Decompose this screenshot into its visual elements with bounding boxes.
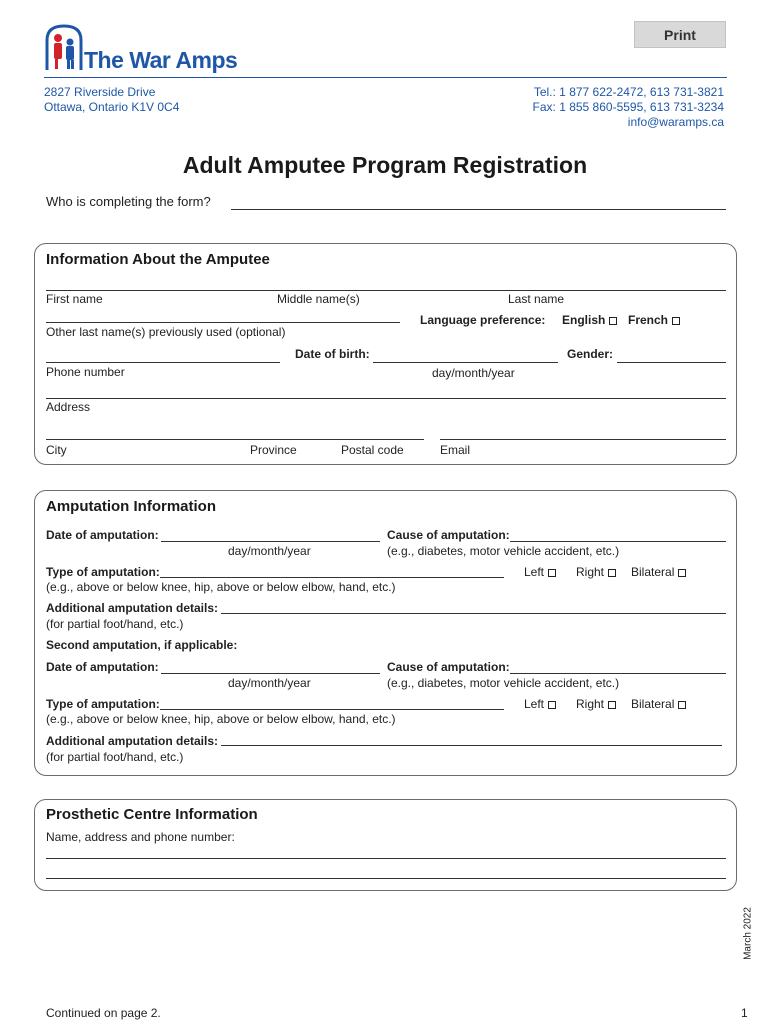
revision-date: March 2022 — [742, 907, 754, 960]
city-label: City — [46, 443, 67, 457]
middle-name-label: Middle name(s) — [277, 292, 360, 306]
amputee-info-title: Information About the Amputee — [46, 251, 270, 268]
bilateral-checkbox[interactable] — [678, 569, 686, 577]
amputation-date-input[interactable] — [161, 527, 380, 542]
cause2-hint: (e.g., diabetes, motor vehicle accident, etc.) — [387, 676, 620, 690]
bilateral2-checkbox[interactable] — [678, 701, 686, 709]
english-option[interactable] — [562, 313, 617, 327]
type-label: Type of amputation: — [46, 565, 160, 579]
left-option[interactable] — [524, 565, 556, 579]
right2-label: Right — [576, 697, 605, 711]
city-province-postal-input[interactable] — [46, 425, 424, 440]
left2-checkbox[interactable] — [548, 701, 556, 709]
province-label: Province — [250, 443, 297, 457]
print-button[interactable]: Print — [634, 21, 726, 48]
type-hint: (e.g., above or below knee, hip, above or below elbow, hand, etc.) — [46, 580, 396, 594]
prosthetic-line2-input[interactable] — [46, 864, 726, 879]
french-checkbox[interactable] — [672, 317, 680, 325]
address-input[interactable] — [46, 384, 726, 399]
prosthetic-info-title: Prosthetic Centre Information — [46, 806, 258, 823]
second-amputation-label: Second amputation, if applicable: — [46, 638, 238, 652]
who-completing-input[interactable] — [231, 195, 726, 210]
amputation-date-format: day/month/year — [228, 544, 311, 558]
prosthetic-line1-input[interactable] — [46, 844, 726, 859]
bilateral2-option[interactable] — [631, 697, 686, 711]
right-label: Right — [576, 565, 605, 579]
page-number: 1 — [741, 1006, 748, 1020]
cause2-input[interactable] — [510, 659, 726, 674]
email-input[interactable] — [440, 425, 726, 440]
address-line1: 2827 Riverside Drive — [44, 85, 156, 99]
other-last-name-input[interactable] — [46, 308, 400, 323]
right-option[interactable] — [576, 565, 616, 579]
logo-text: The War Amps — [84, 47, 238, 73]
details2-hint: (for partial foot/hand, etc.) — [46, 750, 184, 764]
address-label: Address — [46, 400, 91, 414]
left-label: Left — [524, 565, 545, 579]
postal-code-label: Postal code — [341, 443, 404, 457]
prosthetic-name-label: Name, address and phone number: — [46, 830, 235, 844]
details-input[interactable] — [221, 599, 726, 614]
left2-option[interactable] — [524, 697, 556, 711]
details2-label: Additional amputation details: — [46, 734, 219, 748]
bilateral2-label: Bilateral — [631, 697, 675, 711]
phone-label: Phone number — [46, 365, 125, 379]
language-pref-label: Language preference: — [420, 313, 546, 327]
fax-number: Fax: 1 855 860-5595, 613 731-3234 — [532, 100, 724, 114]
cause-label: Cause of amputation: — [387, 528, 510, 542]
left-checkbox[interactable] — [548, 569, 556, 577]
amputation2-date-input[interactable] — [161, 659, 380, 674]
right-checkbox[interactable] — [608, 569, 616, 577]
amputation-date-label: Date of amputation: — [46, 528, 159, 542]
french-option[interactable] — [628, 313, 680, 327]
amputation2-date-format: day/month/year — [228, 676, 311, 690]
type-input[interactable] — [160, 563, 504, 578]
page-title: Adult Amputee Program Registration — [182, 152, 588, 178]
cause-hint: (e.g., diabetes, motor vehicle accident, etc.) — [387, 544, 620, 558]
type2-hint: (e.g., above or below knee, hip, above or below elbow, hand, etc.) — [46, 712, 396, 726]
details2-input[interactable] — [221, 731, 722, 746]
type2-label: Type of amputation: — [46, 697, 160, 711]
right2-option[interactable] — [576, 697, 616, 711]
last-name-label: Last name — [508, 292, 565, 306]
gender-label: Gender: — [567, 347, 614, 361]
gender-input[interactable] — [617, 348, 726, 363]
cause2-label: Cause of amputation: — [387, 660, 510, 674]
english-label: English — [562, 313, 606, 327]
header-rule — [44, 77, 727, 78]
type2-input[interactable] — [160, 695, 504, 710]
bilateral-option[interactable] — [631, 565, 686, 579]
address-line2: Ottawa, Ontario K1V 0C4 — [44, 100, 180, 114]
other-last-name-label: Other last name(s) previously used (optional) — [46, 325, 286, 339]
war-amps-logo — [44, 22, 84, 72]
amputation2-date-label: Date of amputation: — [46, 660, 159, 674]
name-row-input[interactable] — [46, 276, 726, 291]
english-checkbox[interactable] — [609, 317, 617, 325]
phone-input[interactable] — [46, 348, 280, 363]
details-hint: (for partial foot/hand, etc.) — [46, 617, 184, 631]
who-completing-label: Who is completing the form? — [46, 194, 211, 209]
email-link[interactable]: info@waramps.ca — [627, 115, 724, 129]
details-label: Additional amputation details: — [46, 601, 219, 615]
dob-label: Date of birth: — [295, 347, 370, 361]
bilateral-label: Bilateral — [631, 565, 675, 579]
continued-note: Continued on page 2. — [46, 1006, 161, 1020]
dob-input[interactable] — [373, 348, 558, 363]
email-label: Email — [440, 443, 471, 457]
first-name-label: First name — [46, 292, 103, 306]
french-label: French — [628, 313, 669, 327]
logo-icon — [44, 22, 84, 72]
left2-label: Left — [524, 697, 545, 711]
tel-number: Tel.: 1 877 622-2472, 613 731-3821 — [533, 85, 724, 99]
right2-checkbox[interactable] — [608, 701, 616, 709]
cause-input[interactable] — [510, 527, 726, 542]
dob-format-hint: day/month/year — [432, 366, 515, 380]
amputation-info-title: Amputation Information — [46, 498, 216, 515]
